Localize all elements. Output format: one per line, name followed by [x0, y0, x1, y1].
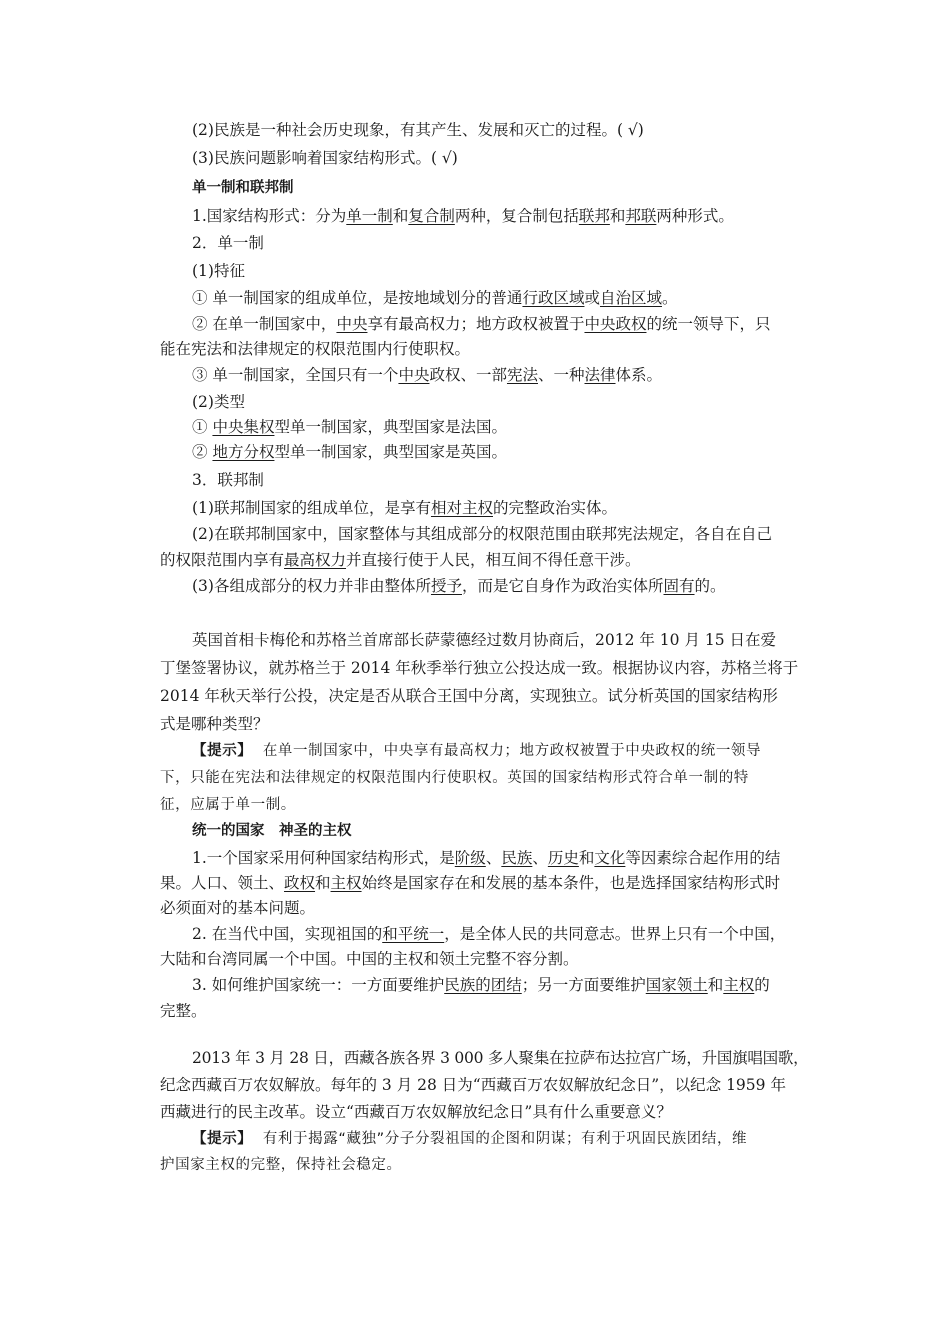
- keyword: 国家领土: [645, 976, 708, 994]
- keyword: 邦联: [625, 207, 657, 225]
- text: 型单一制国家，典型国家是法国。: [274, 418, 507, 436]
- text: 和: [315, 874, 331, 892]
- keyword: 自治区域: [599, 289, 662, 307]
- keyword: 和平统一: [382, 925, 445, 943]
- keyword: 相对主权: [430, 499, 493, 517]
- keyword: 中央政权: [584, 315, 647, 333]
- feature-3: [192, 363, 662, 387]
- text: ① 单一制国家的组成单位，是按地域划分的普通: [192, 289, 523, 307]
- keyword: 联邦: [578, 207, 610, 225]
- text: 和: [707, 976, 724, 994]
- feature-2-cont: 能在宪法和法律规定的权限范围内行使职权。: [160, 340, 471, 358]
- case1-tip-2: 下，只能在宪法和法律规定的权限范围内行使职权。英国的国家结构形式符合单一制的特: [160, 770, 749, 786]
- text: 。: [661, 289, 678, 307]
- case2-line-3: 西藏进行的民主改革。设立“西藏百万农奴解放纪念日”具有什么重要意义？: [160, 1103, 672, 1121]
- keyword: 主权: [330, 874, 362, 892]
- text: ，是全体人民的共同意志。世界上只有一个中国，: [444, 925, 786, 943]
- type-1: [192, 415, 507, 439]
- text: 政权、一部: [429, 366, 507, 384]
- keyword: 中央: [398, 366, 430, 384]
- sovereignty-1-cont: [160, 871, 780, 895]
- text: 体系。: [615, 366, 663, 384]
- subheading-unitary: 2．单一制: [192, 234, 264, 252]
- paragraph-structure-forms: [192, 204, 734, 228]
- text: 的: [754, 976, 770, 994]
- tip-text: 在单一制国家中，中央享有最高权力；地方政权被置于中央政权的统一领导: [262, 743, 762, 759]
- keyword: 行政区域: [522, 289, 585, 307]
- federal-2: (2)在联邦制国家中，国家整体与其组成部分的权限范围由联邦宪法规定，各自在自己: [192, 525, 772, 543]
- keyword: 单一制: [346, 207, 393, 225]
- federal-3: [192, 574, 726, 598]
- text: 的。: [694, 577, 726, 595]
- text: (3)各组成部分的权力并非由整体所: [192, 577, 431, 595]
- text: 1.一个国家采用何种国家结构形式，是: [192, 849, 455, 867]
- subheading-features: (1)特征: [192, 262, 245, 280]
- keyword: 地方分权: [212, 443, 275, 461]
- sovereignty-3-cont: 完整。: [160, 1002, 207, 1020]
- keyword: 文化: [594, 849, 626, 867]
- sovereignty-1: [192, 846, 780, 870]
- sovereignty-1-cont-2: 必须面对的基本问题。: [160, 899, 316, 917]
- case1-line-4: 式是哪种类型？: [160, 715, 269, 733]
- keyword: 历史: [547, 849, 579, 867]
- text: 享有最高权力；地方政权被置于: [367, 315, 585, 333]
- text: 1.国家结构形式：分为: [192, 207, 347, 225]
- text: 和: [578, 849, 595, 867]
- sovereignty-2-cont: 大陆和台湾同属一个中国。中国的主权和领土完整不容分割。: [160, 950, 579, 968]
- case2-line-1: 2013 年 3 月 28 日，西藏各族各界 3 000 多人聚集在拉萨布达拉宫广场，升国旗唱国歌，: [192, 1049, 809, 1067]
- subheading-types: (2)类型: [192, 393, 245, 411]
- text: ②: [192, 443, 213, 461]
- case2-line-2: 纪念西藏百万农奴解放。每年的 3 月 28 日为“西藏百万农奴解放纪念日”，以纪念 1959 年: [160, 1076, 786, 1094]
- text: 和: [609, 207, 626, 225]
- keyword: 中央集权: [212, 418, 275, 436]
- text: ；另一方面要维护: [521, 976, 646, 994]
- text: 型单一制国家，典型国家是英国。: [274, 443, 507, 461]
- text: 和: [392, 207, 409, 225]
- text: 果。人口、领土、: [160, 874, 285, 892]
- case2-tip-2: 护国家主权的完整，保持社会稳定。: [160, 1157, 402, 1173]
- text: 两种形式。: [656, 207, 734, 225]
- text: (1)联邦制国家的组成单位，是享有: [192, 499, 431, 517]
- text: 并直接行使于人民，相互间不得任意干涉。: [346, 551, 641, 569]
- section-heading-sovereignty: 统一的国家 神圣的主权: [192, 823, 352, 839]
- case1-tip-3: 征，应属于单一制。: [160, 797, 296, 813]
- case1-tip-1: [192, 739, 761, 763]
- subheading-federal: 3．联邦制: [192, 471, 264, 489]
- keyword: 阶级: [454, 849, 486, 867]
- case1-line-2: 丁堡签署协议，就苏格兰于 2014 年秋季举行独立公投达成一致。根据协议内容，苏格兰将于: [160, 659, 799, 677]
- text: 始终是国家存在和发展的基本条件，也是选择国家结构形式时: [361, 874, 781, 892]
- text: 的完整政治实体。: [492, 499, 617, 517]
- intro-line-2: (2)民族是一种社会历史现象，有其产生、发展和灭亡的过程。( √): [192, 121, 644, 139]
- type-2: [192, 440, 507, 464]
- text: 两种，复合制包括: [454, 207, 579, 225]
- sovereignty-3: [192, 973, 770, 997]
- text: 等因素综合起作用的结: [625, 849, 781, 867]
- federal-1: [192, 496, 617, 520]
- text: ② 在单一制国家中，: [192, 315, 337, 333]
- case2-tip-1: [192, 1127, 747, 1151]
- text: ③ 单一制国家，全国只有一个: [192, 366, 399, 384]
- tip-label: 【提示】: [192, 743, 253, 759]
- keyword: 授予: [430, 577, 462, 595]
- text: ，而是它自身作为政治实体所: [461, 577, 664, 595]
- case1-line-1: 英国首相卡梅伦和苏格兰首席部长萨蒙德经过数月协商后，2012 年 10 月 15 日在爱: [192, 631, 777, 649]
- text: ①: [192, 418, 213, 436]
- feature-2: [192, 312, 771, 336]
- tip-text: 有利于揭露“藏独”分子分裂祖国的企图和阴谋；有利于巩固民族团结，维: [262, 1131, 748, 1147]
- sovereignty-2: [192, 922, 785, 946]
- text: 的统一领导下，只: [646, 315, 771, 333]
- keyword: 复合制: [408, 207, 455, 225]
- keyword: 主权: [723, 976, 755, 994]
- text: 3. 如何维护国家统一：一方面要维护: [192, 976, 445, 994]
- keyword: 最高权力: [284, 551, 347, 569]
- text: 、: [532, 849, 548, 867]
- keyword: 宪法: [506, 366, 538, 384]
- keyword: 固有: [663, 577, 695, 595]
- text: 、: [485, 849, 502, 867]
- keyword: 中央: [336, 315, 368, 333]
- keyword: 政权: [284, 874, 316, 892]
- keyword: 民族的团结: [444, 976, 522, 994]
- keyword: 民族: [501, 849, 533, 867]
- text: 、一种: [537, 366, 585, 384]
- intro-line-3: (3)民族问题影响着国家结构形式。( √): [192, 149, 458, 167]
- text: 或: [584, 289, 600, 307]
- keyword: 法律: [584, 366, 616, 384]
- case1-line-3: 2014 年秋天举行公投，决定是否从联合王国中分离，实现独立。试分析英国的国家结构形: [160, 687, 778, 705]
- tip-label: 【提示】: [192, 1131, 253, 1147]
- feature-1: [192, 286, 678, 310]
- text: 2. 在当代中国，实现祖国的: [192, 925, 383, 943]
- section-heading-unitary-federal: 单一制和联邦制: [192, 180, 294, 196]
- federal-2-cont: [160, 548, 641, 572]
- text: 的权限范围内享有: [160, 551, 285, 569]
